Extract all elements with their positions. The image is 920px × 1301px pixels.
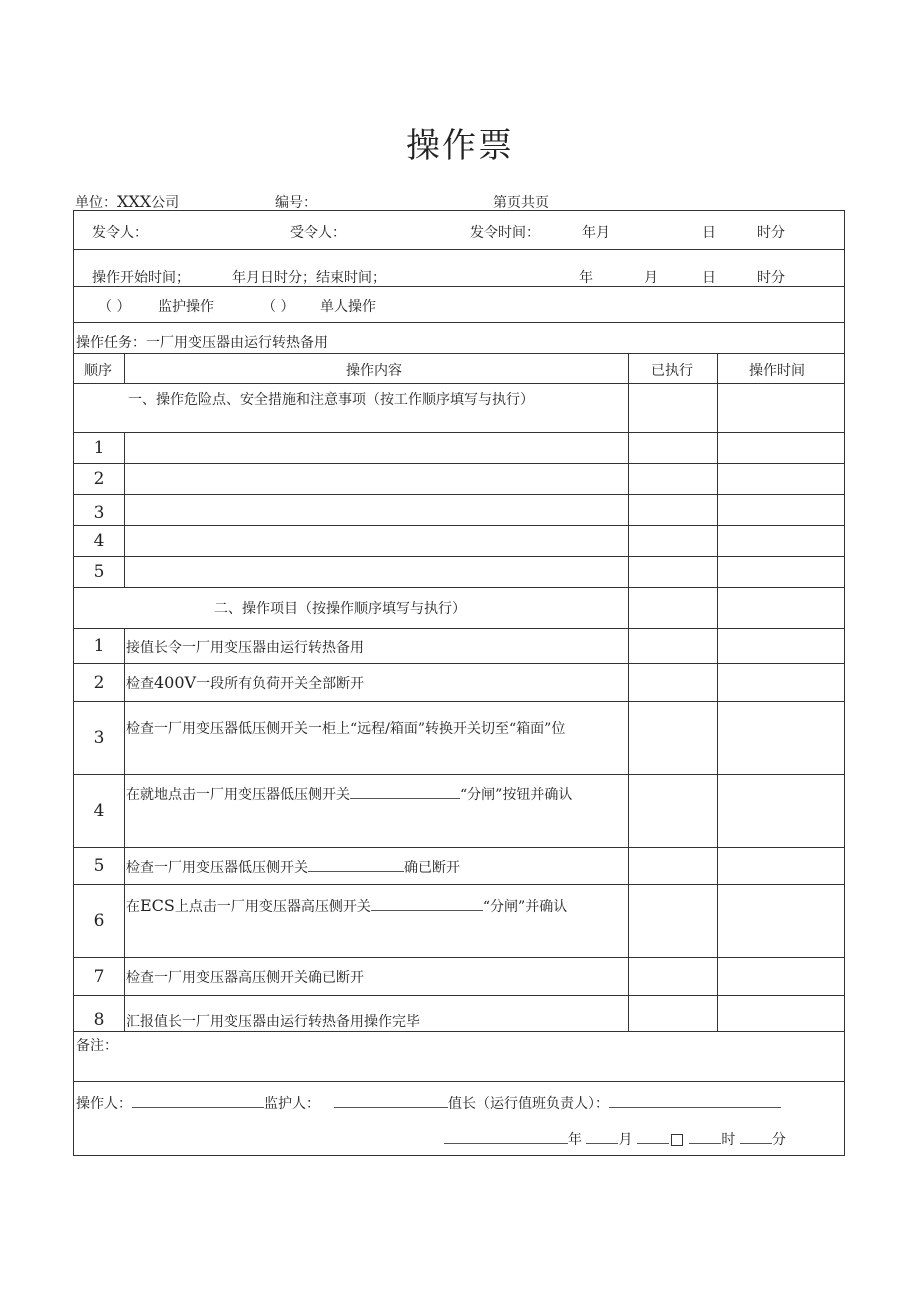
unit-suffix: 公司 [151, 195, 180, 211]
s1-row-number: 3 [93, 503, 105, 523]
single-checkbox[interactable]: （ ） [262, 299, 295, 315]
step-number: 6 [93, 911, 105, 931]
step-number: 2 [93, 673, 105, 693]
step-text: 在ECS上点击一厂用变压器高压侧开关 “分闸”并确认 [126, 896, 568, 915]
issuer-label: 发令人： [92, 225, 148, 241]
receiver-label: 受令人： [290, 225, 346, 241]
col-time: 操作时间 [749, 363, 805, 379]
step-number: 7 [93, 967, 105, 987]
s1-row-number: 1 [93, 438, 105, 458]
issue-day: 日 [702, 225, 716, 241]
s1-row-number: 5 [93, 562, 105, 582]
issue-hour-min: 时分 [757, 225, 785, 241]
section2-title: 二、操作项目（按操作顺序填写与执行） [214, 601, 466, 617]
supervisor-label: 监护人： [264, 1096, 320, 1112]
footer-signatures [76, 1093, 781, 1113]
step-text: 汇报值长一厂用变压器由运行转热备用操作完毕 [126, 1014, 420, 1030]
operator-signature-line[interactable] [132, 1093, 264, 1108]
single-label: 单人操作 [320, 299, 376, 315]
s1-row-number: 4 [93, 531, 105, 551]
chief-label: 值长（运行值班负责人）： [448, 1096, 609, 1112]
operation-ticket-form [73, 210, 845, 1156]
day-box-icon [671, 1134, 683, 1146]
col-content: 操作内容 [346, 363, 402, 379]
step-text: 在就地点击一厂用变压器低压侧开关 “分闸”按钮并确认 [126, 777, 626, 814]
end-year: 年 [579, 270, 593, 286]
issue-year-month: 年月 [582, 225, 610, 241]
page-label: 第页共页 [493, 195, 549, 211]
footer-date: 年 月 时 分 [444, 1129, 786, 1149]
issue-time-label: 发令时间： [470, 225, 540, 241]
unit-value: XXX [117, 192, 152, 211]
s1-row-number: 2 [93, 469, 105, 489]
supervisor-signature-line[interactable] [334, 1093, 448, 1108]
step-number: 3 [93, 728, 105, 748]
end-hour-min: 时分 [757, 270, 785, 286]
chief-signature-line[interactable] [609, 1093, 781, 1108]
end-month: 月 [644, 270, 658, 286]
step-text: 检查400V一段所有负荷开关全部断开 [126, 673, 365, 692]
step-text: 接值长令一厂用变压器由运行转热备用 [126, 640, 364, 656]
supervised-checkbox[interactable]: （ ） [98, 299, 131, 315]
step-text: 检查一厂用变压器低压侧开关一柜上“远程/箱面”转换开关切至“箱面”位 [126, 721, 566, 737]
step-text: 检查一厂用变压器高压侧开关确已断开 [126, 970, 364, 986]
step-text: 检查一厂用变压器低压侧开关 确已断开 [126, 857, 460, 877]
remarks-label: 备注： [76, 1038, 118, 1054]
operator-label: 操作人： [76, 1096, 132, 1112]
task-label: 操作任务：一厂用变压器由运行转热备用 [76, 335, 328, 351]
col-executed: 已执行 [651, 363, 693, 379]
number-label: 编号： [275, 195, 317, 211]
step-number: 1 [93, 636, 105, 656]
start-time-label: 操作开始时间； [92, 270, 190, 286]
end-day: 日 [702, 270, 716, 286]
unit-label: 单位： [75, 195, 117, 211]
end-time-label: 年月日时分；结束时间； [232, 270, 386, 286]
unit-field [75, 192, 179, 212]
step-number: 5 [93, 856, 105, 876]
date-line[interactable] [444, 1129, 568, 1144]
page-title: 操作票 [406, 126, 514, 166]
supervised-label: 监护操作 [158, 299, 214, 315]
col-seq: 顺序 [84, 363, 112, 379]
step-number: 8 [93, 1010, 105, 1030]
step-number: 4 [93, 801, 105, 821]
section1-title: 一、操作危险点、安全措施和注意事项（按工作顺序填写与执行） [128, 392, 534, 408]
